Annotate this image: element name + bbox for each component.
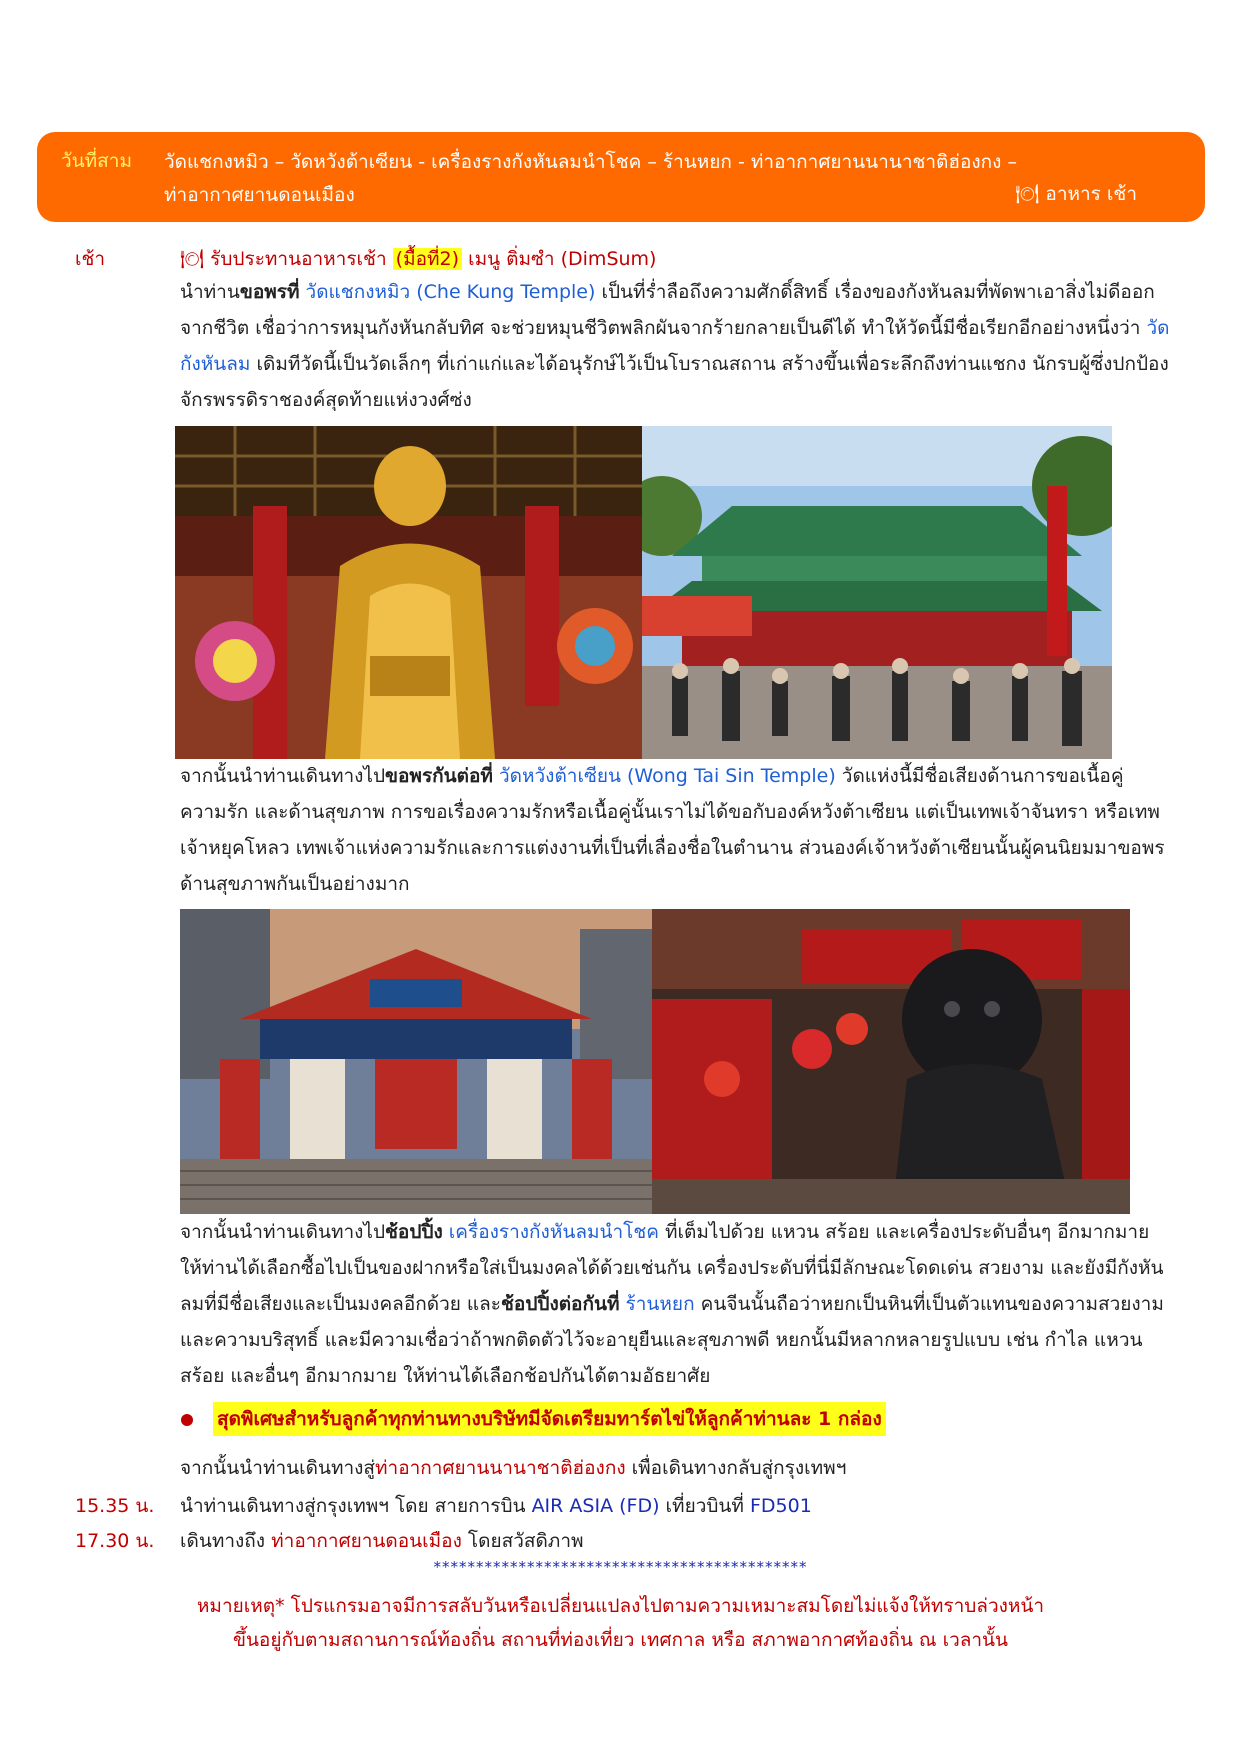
para3-text-1: จากนั้นนำท่านเดินทางไป — [180, 1221, 386, 1243]
para2-text-1: จากนั้นนำท่านเดินทางไป — [180, 765, 386, 787]
note-line-2: ขึ้นอยู่กับตามสถานการณ์ท้องถิ่น สถานที่ท่องเที่ยว เทศกาล หรือ สภาพอากาศท้องถิ่น ณ เวลานั้น — [232, 1629, 1009, 1651]
arrival-text-1: เดินทางถึง — [180, 1530, 266, 1552]
airline-name: AIR ASIA (FD) — [531, 1495, 660, 1517]
para1-bold-1: ขอพรที่ — [239, 281, 300, 303]
route-line-1: วัดแชกงหมิว – วัดหวังต้าเซียน - เครื่องรางกังหันลมนำโชค – ร้านหยก - ท่าอากาศยานนานาชาติฮ่องกง – — [164, 151, 1017, 173]
para3-bold-1: ช้อปปิ้ง — [385, 1221, 443, 1243]
flight-text-2: เที่ยวบินที่ — [665, 1495, 744, 1517]
para2-text-2: วัดแห่งนี้มีชื่อเสียงด้านการขอเนื้อคู่ ความรัก และด้านสุขภาพ การขอเรื่องความรักหรือเนื้อคู่นั้นเราไม่ได้ขอกับองค์หวังต้าเซียน แต่เป็นเทพเจ้าจันทรา หรือเทพเจ้าหยุคโหลว เทพเจ้าแห่งความรักและการแต่งงานที่เป็นที่เลื่องชื่อในตำนาน ส่วนองค์เจ้าหวังต้าเซียนนั้นผู้คนนิยมมาขอพรด้านสุขภาพกันเป็นอย่างมาก — [180, 765, 1165, 895]
paragraph-che-kung — [180, 274, 1170, 418]
che-kung-temple-name: วัดแชกงหมิว (Che Kung Temple) — [305, 281, 596, 303]
wong-tai-sin-temple-name: วัดหวังต้าเซียน (Wong Tai Sin Temple) — [498, 765, 836, 787]
arrival-line — [180, 1526, 584, 1556]
para1-text-3: เดิมทีวัดนี้เป็นวัดเล็กๆ ที่เก่าแก่และได้อนุรักษ์ไว้เป็นโบราณสถาน สร้างขึ้นเพื่อระลึกถึงท่านแชกง นักรบผู้ซึ่งปกป้องจักรพรรดิราชองค์สุดท้ายแห่งวงศ์ซ่ง — [180, 353, 1169, 411]
bullet-icon — [181, 1414, 193, 1426]
route-text — [164, 146, 1017, 212]
para1-text-1: นำท่าน — [180, 281, 240, 303]
star-divider: ******************************************** — [433, 1558, 808, 1576]
flight-text-1: นำท่านเดินทางสู่กรุงเทพฯ โดย สายการบิน — [180, 1495, 526, 1517]
paragraph-shopping — [180, 1214, 1170, 1394]
day-label: วันที่สาม — [61, 150, 132, 172]
egg-tart-highlight: สุดพิเศษสำหรับลูกค้าทุกท่านทางบริษัทมีจัดเตรียมทาร์ตไข่ให้ลูกค้าท่านละ 1 กล่อง — [213, 1402, 886, 1436]
transfer-text-1: จากนั้นนำท่านเดินทางสู่ — [180, 1457, 376, 1479]
para3-bold-2: ช้อปปิ้งต่อกันที่ — [501, 1293, 620, 1315]
route-line-2: ท่าอากาศยานดอนเมือง — [164, 184, 355, 206]
stone-lion-photo — [652, 909, 1130, 1214]
flight-number: FD501 — [750, 1495, 812, 1517]
breakfast-menu: เมนู ติ่มซำ (DimSum) — [468, 248, 657, 270]
che-kung-statue-photo — [175, 426, 642, 759]
para3-text-2: ที่เต็มไปด้วย แหวน สร้อย และเครื่องประดับอื่นๆ อีกมากมาย ให้ท่านได้เลือกซื้อไปเป็นของฝากหรือใส่เป็นมงคลได้ด้วยเช่นกัน เครื่องประดับที่นี่มีลักษณะโดดเด่น สวยงาม และยังมีกังหันลมที่มีชื่อเสียงและเป็นมงคลอีกด้วย และ — [180, 1221, 1164, 1315]
time-arrival: 17.30 น. — [75, 1530, 155, 1552]
time-departure: 15.35 น. — [75, 1495, 155, 1517]
note-line-1: หมายเหตุ* โปรแกรมอาจมีการสลับวันหรือเปลี่ยนแปลงไปตามความเหมาะสมโดยไม่แจ้งให้ทราบล่วงหน้า — [196, 1595, 1045, 1617]
time-morning: เช้า — [75, 248, 106, 270]
che-kung-temple-photo — [642, 426, 1112, 759]
transfer-text-2: เพื่อเดินทางกลับสู่กรุงเทพฯ — [631, 1457, 847, 1479]
hk-airport-name: ท่าอากาศยานนานาชาติฮ่องกง — [375, 1457, 626, 1479]
para3-text-3: คนจีนนั้นถือว่าหยกเป็นหินที่เป็นตัวแทนของความสวยงามและความบริสุทธิ์ และมีความเชื่อว่าถ้าพกติดตัวไว้จะอายุยืนและสุขภาพดี หยกนั้นมีหลากหลายรูปแบบ เช่น กำไล แหวน สร้อย และอื่นๆ อีกมากมาย ให้ท่านได้เลือกช้อปกันได้ตามอัธยาศัย — [180, 1293, 1164, 1387]
don-mueang-airport-name: ท่าอากาศยานดอนเมือง — [271, 1530, 462, 1552]
day-banner — [37, 132, 1205, 222]
flight-line — [180, 1491, 812, 1521]
windmill-temple-name: วัดกังหันลม — [180, 317, 1170, 375]
breakfast-meal-badge: (มื้อที่2) — [393, 248, 462, 270]
para2-bold-1: ขอพรกันต่อที่ — [385, 765, 493, 787]
transfer-line — [180, 1453, 846, 1483]
arrival-text-2: โดยสวัสดิภาพ — [467, 1530, 584, 1552]
breakfast-prefix: 🍽 รับประทานอาหารเช้า — [180, 248, 387, 270]
meal-label: 🍽 อาหาร เช้า — [1015, 183, 1137, 205]
paragraph-wong-tai-sin — [180, 758, 1170, 902]
para1-text-2: เป็นที่ร่ำลือถึงความศักดิ์สิทธิ์ เรื่องของกังหันลมที่พัดพาเอาสิ่งไม่ดีออกจากชีวิต เชื่อว่าการหมุนกังหันกลับทิศ จะช่วยหมุนชีวิตพลิกผันจากร้ายกลายเป็นดีได้ ทำให้วัดนี้มีชื่อเรียกอีกอย่างหนึ่งว่า — [180, 281, 1155, 339]
windmill-amulet-shop-name: เครื่องรางกังหันลมนำโชค — [448, 1221, 659, 1243]
wong-tai-sin-gate-photo — [180, 909, 652, 1214]
jade-shop-name: ร้านหยก — [625, 1293, 695, 1315]
breakfast-line — [180, 244, 656, 274]
